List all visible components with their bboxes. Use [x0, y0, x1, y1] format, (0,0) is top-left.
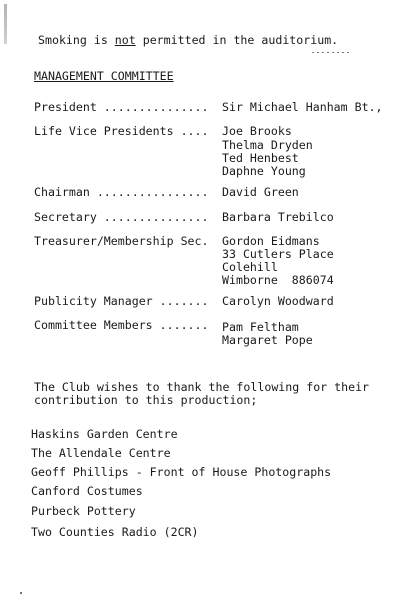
member-name: Barbara Trebilco — [222, 210, 334, 224]
member-name: Carolyn Woodward — [222, 294, 334, 308]
member-name: Margaret Pope — [222, 333, 313, 347]
thanks-line: The Club wishes to thank the following for their — [34, 380, 370, 394]
scan-edge-mark — [4, 4, 7, 44]
sponsor-item: Geoff Phillips - Front of House Photographs — [31, 465, 332, 479]
sponsor-item: Haskins Garden Centre — [31, 427, 178, 441]
notice-text-before: Smoking is — [38, 33, 115, 47]
address-line: 33 Cutlers Place — [222, 247, 334, 261]
member-name: Pam Feltham — [222, 320, 299, 334]
role-label-secretary: Secretary ............... — [34, 210, 209, 224]
member-name: Gordon Eidmans — [222, 234, 320, 248]
role-label-treasurer: Treasurer/Membership Sec. — [34, 234, 209, 248]
scan-speck — [312, 52, 352, 53]
member-name: Daphne Young — [222, 164, 306, 178]
member-name: David Green — [222, 185, 299, 199]
sponsor-item: Two Counties Radio (2CR) — [31, 525, 199, 539]
thanks-line: contribution to this production; — [34, 393, 258, 407]
sponsor-item: Purbeck Pottery — [31, 504, 136, 518]
scan-speck — [20, 592, 22, 594]
notice-emphasis: not — [114, 33, 136, 47]
role-label-publicity-manager: Publicity Manager ....... — [34, 294, 209, 308]
address-line: Colehill — [222, 260, 278, 274]
role-label-life-vice-presidents: Life Vice Presidents .... — [34, 124, 209, 138]
committee-heading: MANAGEMENT COMMITTEE — [34, 69, 174, 83]
member-name: Sir Michael Hanham Bt., — [222, 100, 383, 114]
sponsor-item: Canford Costumes — [31, 484, 143, 498]
member-name: Joe Brooks — [222, 124, 292, 138]
notice-text-after: permitted in the auditorium. — [135, 33, 339, 47]
member-name: Thelma Dryden — [222, 138, 313, 152]
member-name: Ted Henbest — [222, 151, 299, 165]
sponsor-item: The Allendale Centre — [31, 446, 171, 460]
smoking-notice — [38, 33, 338, 47]
role-label-chairman: Chairman ................ — [34, 185, 209, 199]
address-line: Wimborne 886074 — [222, 273, 334, 287]
role-label-president: President ............... — [34, 100, 209, 114]
role-label-committee-members: Committee Members ....... — [34, 318, 209, 332]
